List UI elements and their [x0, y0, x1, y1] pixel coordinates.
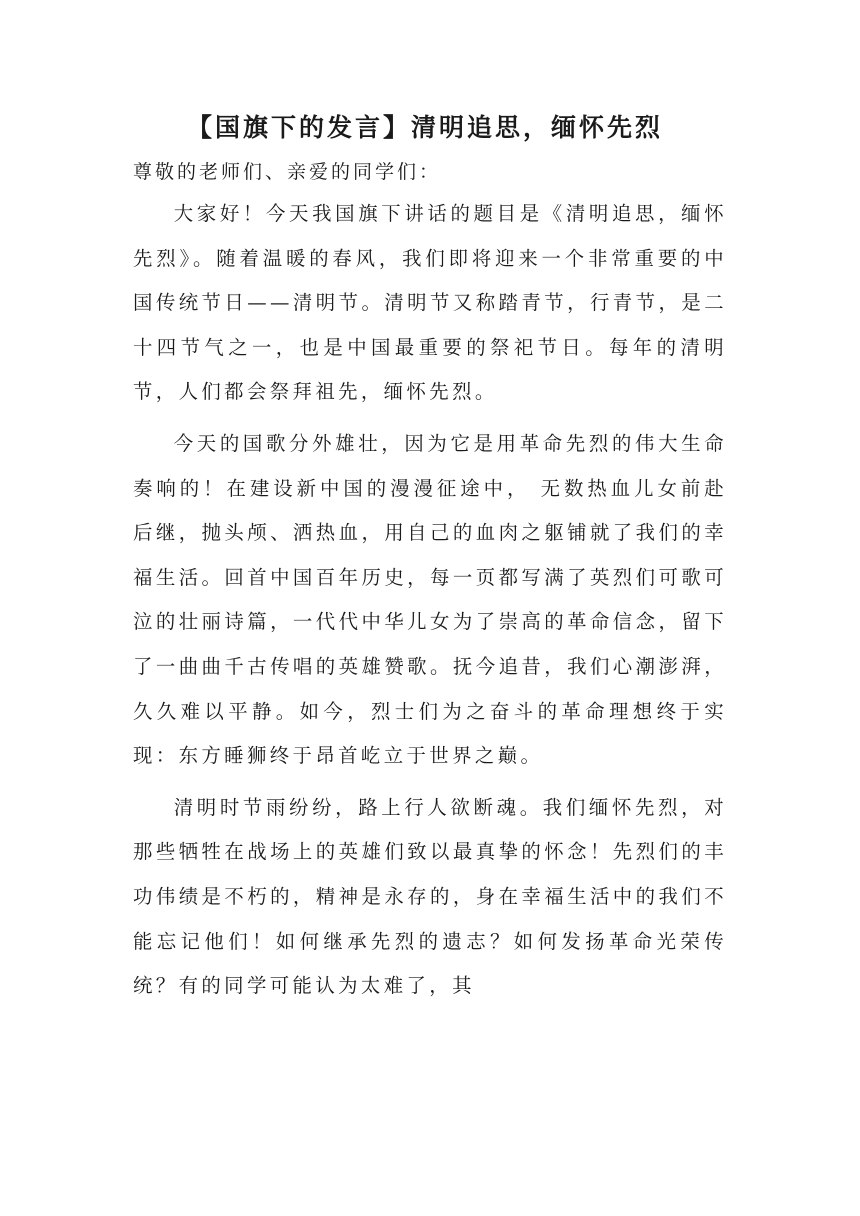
- paragraph-1: 大家好！今天我国旗下讲话的题目是《清明追思，缅怀先烈》。随着温暖的春风，我们即将迎来一个非常重要的中国传统节日——清明节。清明节又称踏青节，行青节，是二十四节气之一，也是中国最重要的祭祀节日。每年的清明节，人们都会祭拜祖先，缅怀先烈。: [133, 202, 727, 404]
- paragraph-2: 今天的国歌分外雄壮，因为它是用革命先烈的伟大生命奏响的！在建设新中国的漫漫征途中， 无数热血儿女前赴后继，抛头颅、洒热血，用自己的血肉之躯铺就了我们的幸福生活。回首中国百年历史，每一页都写满了英烈们可歌可泣的壮丽诗篇，一代代中华儿女为了崇高的革命信念，留下了一曲曲千古传唱的英雄赞歌。抚今追昔，我们心潮澎湃，久久难以平静。如今，烈士们为之奋斗的革命理想终于实现：东方睡狮终于昂首屹立于世界之巅。: [133, 431, 727, 768]
- document-title: 【国旗下的发言】清明追思，缅怀先烈: [186, 113, 663, 142]
- paragraph-3: 清明时节雨纷纷，路上行人欲断魂。我们缅怀先烈，对那些牺牲在战场上的英雄们致以最真挚的怀念！先烈们的丰功伟绩是不朽的，精神是永存的，身在幸福生活中的我们不能忘记他们！如何继承先烈的遗志？如何发扬革命光荣传统？有的同学可能认为太难了，其: [133, 795, 727, 998]
- salutation: 尊敬的老师们、亲爱的同学们：: [133, 161, 442, 183]
- document-page: [133, 108, 727, 1009]
